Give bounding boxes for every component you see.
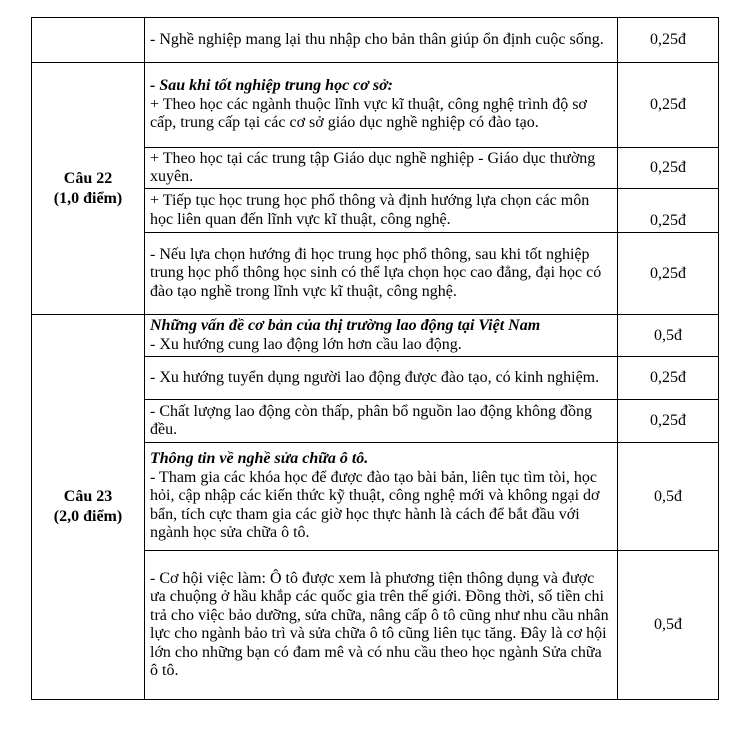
- score-cell: 0,5đ: [618, 315, 719, 357]
- score-cell: 0,25đ: [618, 18, 719, 63]
- section-heading: Thông tin về nghề sửa chữa ô tô.: [150, 450, 369, 468]
- score-cell: 0,25đ: [618, 148, 719, 189]
- question-points: (2,0 điểm): [53, 508, 123, 525]
- answer-text: - Xu hướng tuyển dụng người lao động được đào tạo, có kinh nghiệm.: [150, 368, 600, 386]
- score-cell: 0,5đ: [618, 443, 719, 551]
- question-title: Câu 23: [63, 488, 113, 505]
- score-cell: 0,25đ: [618, 357, 719, 400]
- answer-content: [145, 18, 618, 63]
- section-heading: Những vấn đề cơ bản của thị trường lao động tại Việt Nam: [150, 317, 541, 334]
- table-row: [32, 315, 719, 357]
- answer-text: - Nếu lựa chọn hướng đi học trung học phổ thông, sau khi tốt nghiệp trung học phổ thông học sinh có thể lựa chọn học cao đẳng, đại học có đào tạo nghề trong lĩnh vực kĩ thuật, công nghệ.: [150, 245, 602, 300]
- question-title: Câu 22: [63, 169, 113, 187]
- answer-text: - Nghề nghiệp mang lại thu nhập cho bản thân giúp ổn định cuộc sống.: [150, 30, 604, 48]
- score-cell: 0,5đ: [618, 551, 719, 700]
- answer-text: - Xu hướng cung lao động lớn hơn cầu lao động.: [150, 335, 462, 353]
- section-heading: - Sau khi tốt nghiệp trung học cơ sở:: [150, 77, 393, 95]
- question-cell-empty: [32, 18, 145, 63]
- table-row: [32, 18, 719, 63]
- answer-text: - Chất lượng lao động còn thấp, phân bổ nguồn lao động không đồng đều.: [150, 402, 592, 438]
- answer-content: [145, 148, 618, 189]
- answer-content: [145, 551, 618, 700]
- answer-content: [145, 63, 618, 148]
- question-points: (1,0 điểm): [53, 189, 123, 207]
- answer-text: + Theo học các ngành thuộc lĩnh vực kĩ thuật, công nghệ trình độ sơ cấp, trung cấp tại các cơ sở giáo dục nghề nghiệp có đào tạo.: [150, 95, 587, 132]
- score-cell: 0,25đ: [618, 400, 719, 443]
- answer-text: + Tiếp tục học trung học phổ thông và định hướng lựa chọn các môn học liên quan đến lĩnh vực kĩ thuật, công nghệ.: [150, 192, 590, 228]
- answer-content: [145, 315, 618, 357]
- answer-text: - Cơ hội việc làm: Ô tô được xem là phương tiện thông dụng và được ưa chuộng ở hầu khắp các quốc gia trên thế giới. Đồng thời, số tiền chi trả cho việc bảo dưỡng, sửa chữa, nâng cấp ô tô cũng như nhu cầu nhân lực cho ngành bảo trì và sửa chữa ô tô cũng liên tục tăng. Đây là cơ hội lớn cho những bạn có đam mê và có nhu cầu theo học ngành Sửa chữa ô tô.: [150, 569, 609, 679]
- answer-content: [145, 233, 618, 315]
- question-cell: [32, 63, 145, 315]
- score-cell: 0,25đ: [618, 189, 719, 233]
- table-row: [32, 63, 719, 148]
- score-cell: 0,25đ: [618, 63, 719, 148]
- question-cell: [32, 315, 145, 700]
- answer-content: [145, 189, 618, 233]
- answer-text: - Tham gia các khóa học để được đào tạo bài bản, liên tục tìm tòi, học hỏi, cập nhập các kiến thức kỹ thuật, công nghệ mới và không ngại dơ bẩn, tích cực tham gia các giờ học thực hành là cách để bắt đầu với ngành học sửa chữa ô tô.: [150, 468, 600, 542]
- answer-text: + Theo học tại các trung tập Giáo dục nghề nghiệp - Giáo dục thường xuyên.: [150, 149, 596, 185]
- score-cell: 0,25đ: [618, 233, 719, 315]
- answer-key-table: [31, 17, 719, 700]
- answer-content: [145, 400, 618, 443]
- answer-content: [145, 357, 618, 400]
- answer-content: [145, 443, 618, 551]
